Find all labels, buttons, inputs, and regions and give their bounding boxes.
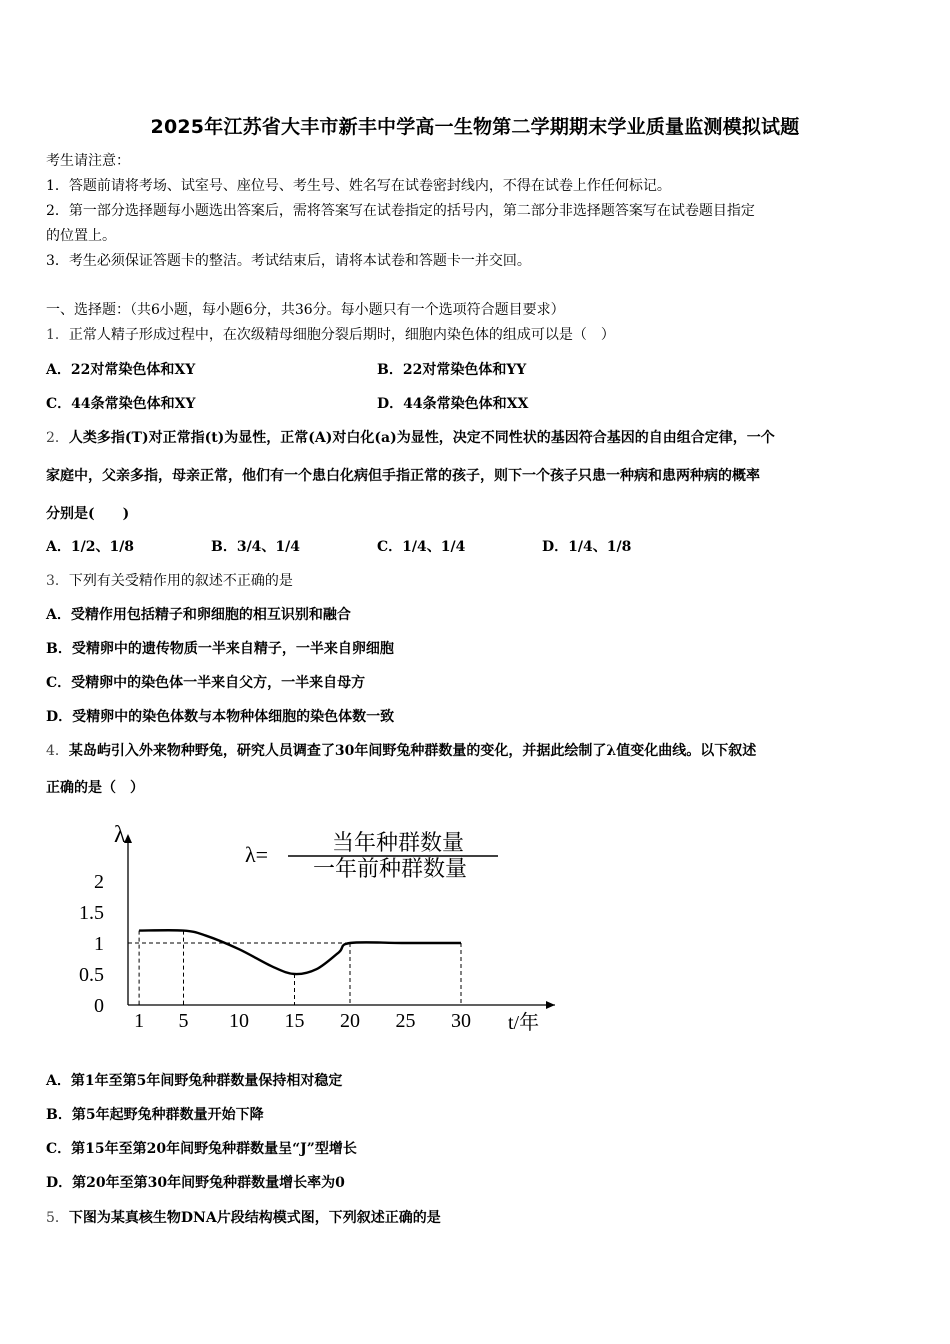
q2-option-d[interactable]: D．1/4、1/8 <box>542 539 632 555</box>
question-4 <box>46 741 756 761</box>
notice-heading: 考生请注意： <box>46 153 130 169</box>
formula-lhs: λ= <box>245 842 269 867</box>
q4-option-b[interactable]: B．第5年起野兔种群数量开始下降 <box>46 1107 264 1123</box>
question-text: 正常人精子形成过程中，在次级精母细胞分裂后期时，细胞内染色体的组成可以是（ ） <box>68 327 615 343</box>
q1-option-a[interactable]: A．22对常染色体和XY <box>46 362 196 378</box>
question-4-line-2: 正确的是（ ） <box>46 780 144 796</box>
q3-option-c[interactable]: C．受精卵中的染色体一半来自父方，一半来自母方 <box>46 675 366 691</box>
lambda-chart <box>60 812 580 1047</box>
page-title: 2025年江苏省大丰市新丰中学高一生物第二学期期末学业质量监测模拟试题 <box>150 116 800 138</box>
x-tick-label: 10 <box>229 1010 249 1032</box>
question-number: 2． <box>46 430 69 446</box>
question-number: 1． <box>46 327 69 343</box>
formula-denominator: 一年前种群数量 <box>312 856 468 881</box>
question-text: 下图为某真核生物DNA片段结构模式图，下列叙述正确的是 <box>68 1210 441 1226</box>
question-2-line-3: 分别是( ) <box>46 506 130 522</box>
q1-option-c[interactable]: C．44条常染色体和XY <box>46 396 196 412</box>
q4-option-c[interactable]: C．第15年至第20年间野兔种群数量呈“J”型增长 <box>46 1141 357 1157</box>
notice-item-1: 1．答题前请将考场、试室号、座位号、考生号、姓名写在试卷密封线内，不得在试卷上作任何标记。 <box>46 178 671 194</box>
q3-option-b[interactable]: B．受精卵中的遗传物质一半来自精子，一半来自卵细胞 <box>46 641 394 657</box>
x-tick-label: 30 <box>451 1010 471 1032</box>
formula-numerator: 当年种群数量 <box>331 830 465 855</box>
question-text: 某岛屿引入外来物种野兔，研究人员调查了30年间野兔种群数量的变化，并据此绘制了λ值变化曲线。以下叙述 <box>68 743 757 759</box>
lambda-curve <box>139 930 461 974</box>
y-tick-label: 1 <box>94 933 104 955</box>
x-tick-label: 5 <box>178 1010 189 1032</box>
question-number: 3． <box>46 573 69 589</box>
notice-item-2-cont: 的位置上。 <box>46 228 116 244</box>
notice-item-2: 2．第一部分选择题每小题选出答案后，需将答案写在试卷指定的括号内，第二部分非选择题答案写在试卷题目指定 <box>46 203 755 219</box>
q2-option-b[interactable]: B．3/4、1/4 <box>211 539 301 555</box>
question-1 <box>46 325 615 345</box>
q1-option-b[interactable]: B．22对常染色体和YY <box>377 362 527 378</box>
question-2-line-2: 家庭中，父亲多指，母亲正常，他们有一个患白化病但手指正常的孩子，则下一个孩子只患一种病和患两种病的概率 <box>46 468 760 484</box>
notice-item-3: 3．考生必须保证答题卡的整洁。考试结束后，请将本试卷和答题卡一并交回。 <box>46 253 531 269</box>
q1-option-d[interactable]: D．44条常染色体和XX <box>377 396 529 412</box>
y-tick-label: 2 <box>94 871 104 893</box>
x-tick-label: 20 <box>340 1010 360 1032</box>
y-axis-label: λ <box>114 822 126 848</box>
q3-option-d[interactable]: D．受精卵中的染色体数与本物种体细胞的染色体数一致 <box>46 709 395 725</box>
y-tick-label: 1.5 <box>79 902 104 924</box>
question-2 <box>46 428 775 448</box>
q2-option-c[interactable]: C．1/4、1/4 <box>377 539 466 555</box>
x-tick-label: 1 <box>134 1010 145 1032</box>
question-3 <box>46 571 293 591</box>
x-axis-arrow <box>546 1001 555 1009</box>
question-text: 人类多指(T)对正常指(t)为显性，正常(A)对白化(a)为显性，决定不同性状的基因符合基因的自由组合定律，一个 <box>68 430 775 446</box>
q2-option-a[interactable]: A．1/2、1/8 <box>46 539 135 555</box>
chart-root <box>79 822 555 1034</box>
x-tick-label: 25 <box>395 1010 416 1032</box>
q4-option-d[interactable]: D．第20年至第30年间野兔种群数量增长率为0 <box>46 1175 345 1191</box>
x-axis-label: t/年 <box>508 1012 540 1034</box>
x-tick-label: 15 <box>284 1010 305 1032</box>
y-tick-label: 0.5 <box>79 964 104 986</box>
y-tick-label: 0 <box>94 995 104 1017</box>
section-heading: 一、选择题：（共6小题，每小题6分，共36分。每小题只有一个选项符合题目要求） <box>46 302 565 318</box>
question-number: 4． <box>46 743 69 759</box>
question-number: 5． <box>46 1210 69 1226</box>
q4-option-a[interactable]: A．第1年至第5年间野兔种群数量保持相对稳定 <box>46 1073 343 1089</box>
q3-option-a[interactable]: A．受精作用包括精子和卵细胞的相互识别和融合 <box>46 607 351 623</box>
question-text: 下列有关受精作用的叙述不正确的是 <box>68 573 293 589</box>
question-5 <box>46 1208 441 1228</box>
